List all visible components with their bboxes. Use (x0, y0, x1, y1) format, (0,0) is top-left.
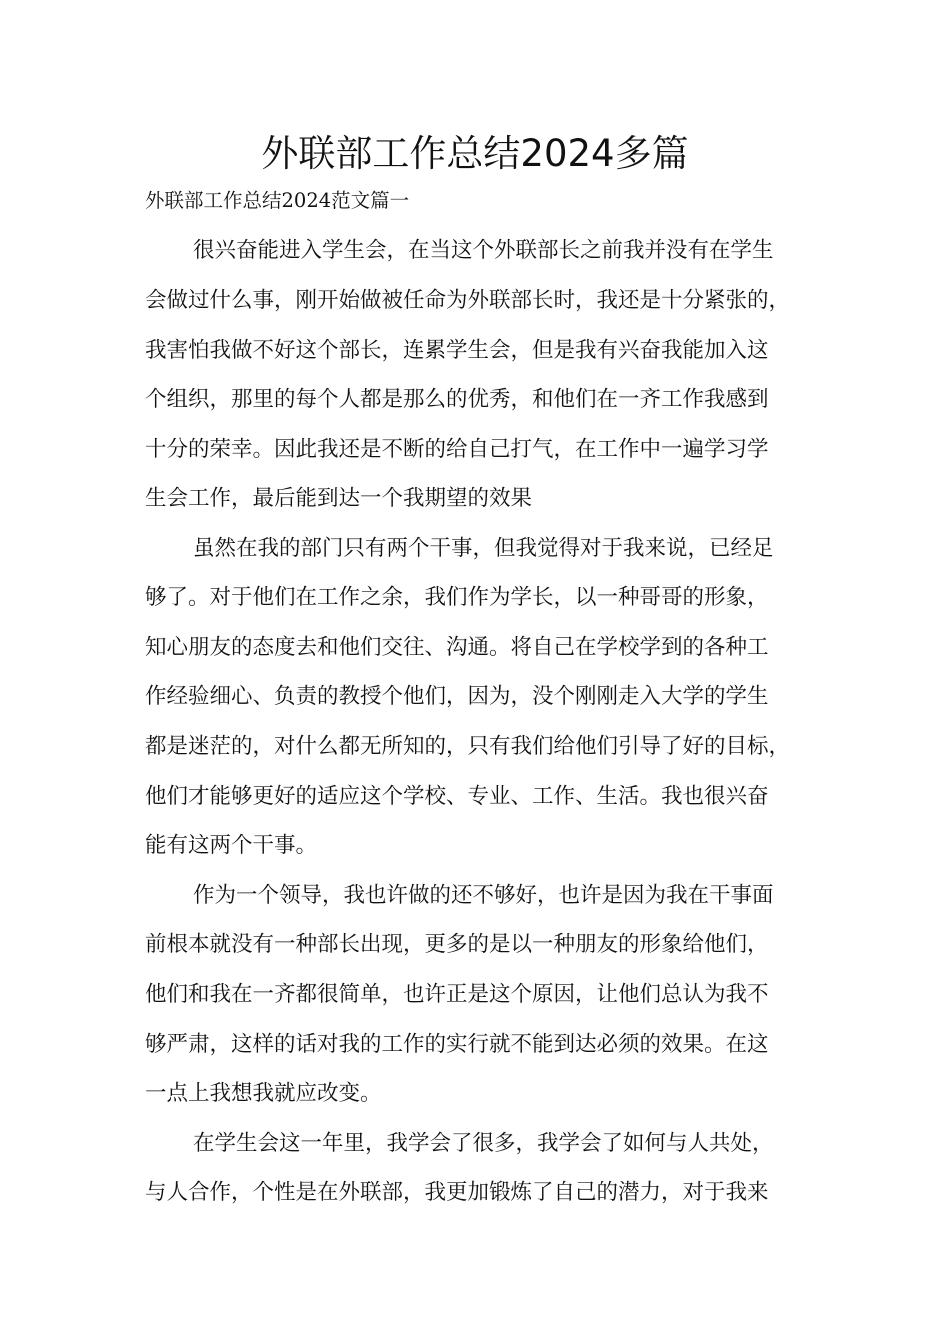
paragraph-line: 他们和我在一齐都很简单，也许正是这个原因，让他们总认为我不 (145, 982, 769, 1007)
paragraph-line: 作为一个领导，我也许做的还不够好，也许是因为我在干事面 (193, 883, 774, 908)
paragraph-line: 很兴奋能进入学生会，在当这个外联部长之前我并没有在学生 (193, 238, 774, 263)
paragraph-line: 我害怕我做不好这个部长，连累学生会，但是我有兴奋我能加入这 (145, 338, 769, 363)
document-title: 外联部工作总结2024多篇 (261, 132, 689, 175)
paragraph-line: 与人合作，个性是在外联部，我更加锻炼了自己的潜力，对于我来 (145, 1180, 769, 1205)
paragraph-line: 一点上我想我就应改变。 (145, 1081, 382, 1106)
paragraph-line: 个组织，那里的每个人都是那么的优秀，和他们在一齐工作我感到 (145, 387, 769, 412)
paragraph-line: 十分的荣幸。因此我还是不断的给自己打气，在工作中一遍学习学 (145, 437, 769, 462)
paragraph-line: 前根本就没有一种部长出现，更多的是以一种朋友的形象给他们， (145, 932, 769, 957)
paragraph-line: 他们才能够更好的适应这个学校、专业、工作、生活。我也很兴奋 (145, 784, 769, 809)
paragraph-line: 在学生会这一年里，我学会了很多，我学会了如何与人共处， (193, 1131, 774, 1156)
paragraph-line: 知心朋友的态度去和他们交往、沟通。将自己在学校学到的各种工 (145, 635, 769, 660)
paragraph-line: 虽然在我的部门只有两个干事，但我觉得对于我来说，已经足 (193, 536, 774, 561)
paragraph-line: 会做过什么事，刚开始做被任命为外联部长时，我还是十分紧张的， (145, 288, 791, 313)
paragraph-line: 作经验细心、负责的教授个他们，因为，没个刚刚走入大学的学生 (145, 684, 769, 709)
paragraph-line: 够了。对于他们在工作之余，我们作为学长，以一种哥哥的形象， (145, 585, 769, 610)
paragraph-line: 生会工作，最后能到达一个我期望的效果 (145, 486, 533, 511)
paragraph-line: 都是迷茫的，对什么都无所知的，只有我们给他们引导了好的目标， (145, 734, 791, 759)
paragraph-line: 够严肃，这样的话对我的工作的实行就不能到达必须的效果。在这 (145, 1032, 769, 1057)
document-subtitle: 外联部工作总结2024范文篇一 (145, 189, 410, 212)
paragraph-line: 能有这两个干事。 (145, 833, 318, 858)
